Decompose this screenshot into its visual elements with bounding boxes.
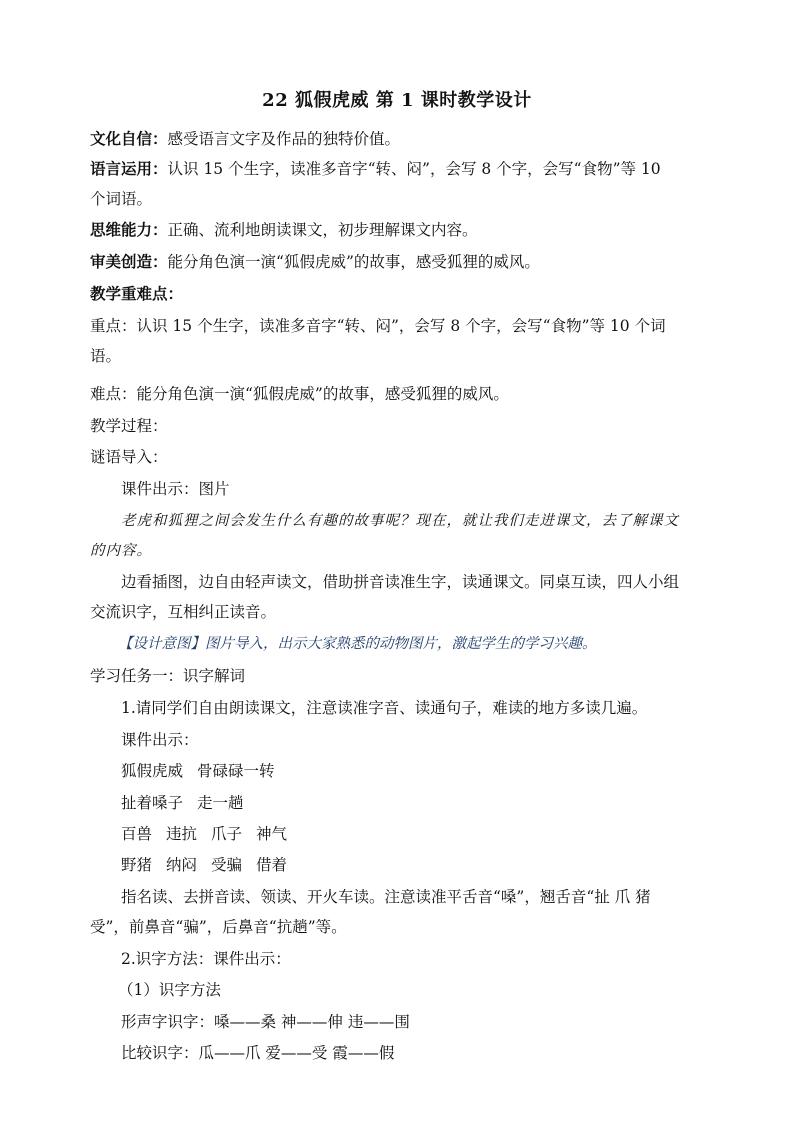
objective-text: 正确、流利地朗读课文，初步理解课文内容。 xyxy=(167,221,478,239)
italic-para-line1: 老虎和狐狸之间会发生什么有趣的故事呢？现在，就让我们走进课文，去了解课文 xyxy=(121,513,679,529)
courseware-show: 课件出示： xyxy=(121,731,199,749)
word: 纳闷 xyxy=(166,856,198,874)
riddle-intro: 谜语导入： xyxy=(90,448,168,466)
italic-para-line2: 的内容。 xyxy=(90,543,152,559)
read-para-line1: 边看插图，边自由轻声读文，借助拼音读准生字，读通课文。同桌互读，四人小组 xyxy=(121,573,680,591)
document-title: 22 狐假虎威 第 1 课时教学设计 xyxy=(262,90,532,111)
word: 百兽 xyxy=(121,825,153,843)
word: 神气 xyxy=(256,825,288,843)
word: 骨碌碌一转 xyxy=(197,762,275,780)
word: 受骗 xyxy=(211,856,243,874)
word: 扯着嗓子 xyxy=(121,794,184,812)
objective-label: 文化自信： xyxy=(90,129,168,148)
word: 野猪 xyxy=(121,856,153,874)
difficulty: 难点：能分角色演一演“狐假虎威”的故事，感受狐狸的威风。 xyxy=(90,385,509,403)
objective-label: 审美创造： xyxy=(90,252,168,271)
objective-text: 感受语言文字及作品的独特价值。 xyxy=(167,130,401,148)
objective-label: 思维能力： xyxy=(90,220,168,239)
objective-label: 语言运用： xyxy=(90,159,168,178)
objective-language xyxy=(90,159,710,179)
objective-culture xyxy=(90,129,710,149)
key-point-line1: 重点：认识 15 个生字，读准多音字“转、闷”，会写 8 个字，会写“食物”等 10 个词 xyxy=(90,317,666,335)
method-heading: （1）识字方法 xyxy=(118,981,221,999)
method-compare: 比较识字：瓜——爪 爱——受 霞——假 xyxy=(121,1044,395,1062)
key-points-heading: 教学重难点： xyxy=(90,284,184,303)
design-intent xyxy=(118,634,738,654)
design-intent-text: 图片导入，出示大家熟悉的动物图片，激起学生的学习兴趣。 xyxy=(205,636,597,652)
word: 爪子 xyxy=(211,825,243,843)
task1-heading: 学习任务一：识字解词 xyxy=(90,667,246,685)
design-intent-label: 【设计意图】 xyxy=(118,636,205,652)
objective-language-cont: 个词语。 xyxy=(90,190,153,208)
key-point-line2: 语。 xyxy=(90,347,122,365)
objective-text: 能分角色演一演“狐假虎威”的故事，感受狐狸的威风。 xyxy=(167,253,540,271)
word: 借着 xyxy=(256,856,288,874)
word-row xyxy=(121,824,741,844)
word-row xyxy=(121,793,741,813)
objective-text: 认识 15 个生字，读准多音字“转、闷”，会写 8 个字，会写“食物”等 10 xyxy=(167,160,661,178)
method-shape: 形声字识字：嗓——桑 神——伸 违——围 xyxy=(121,1013,410,1031)
process-heading: 教学过程： xyxy=(90,417,168,435)
read-para-line2: 交流识字，互相纠正读音。 xyxy=(90,603,277,621)
word-row xyxy=(121,761,741,781)
reading-para-line2: 受”，前鼻音“骗”，后鼻音“抗趟”等。 xyxy=(90,918,347,936)
reading-para-line1: 指名读、去拼音读、领读、开火车读。注意读准平舌音“嗓”，翘舌音“扯 爪 猪 xyxy=(121,888,651,906)
word: 狐假虎威 xyxy=(121,762,184,780)
objective-aesthetic xyxy=(90,252,710,272)
task1-step1: 1.请同学们自由朗读课文，注意读准字音、读通句子，难读的地方多读几遍。 xyxy=(121,699,648,717)
word-row xyxy=(121,855,741,875)
word: 违抗 xyxy=(166,825,198,843)
word: 走一趟 xyxy=(197,794,244,812)
courseware-picture: 课件出示：图片 xyxy=(121,480,230,498)
objective-thinking xyxy=(90,220,710,240)
step2: 2.识字方法：课件出示： xyxy=(121,950,291,968)
